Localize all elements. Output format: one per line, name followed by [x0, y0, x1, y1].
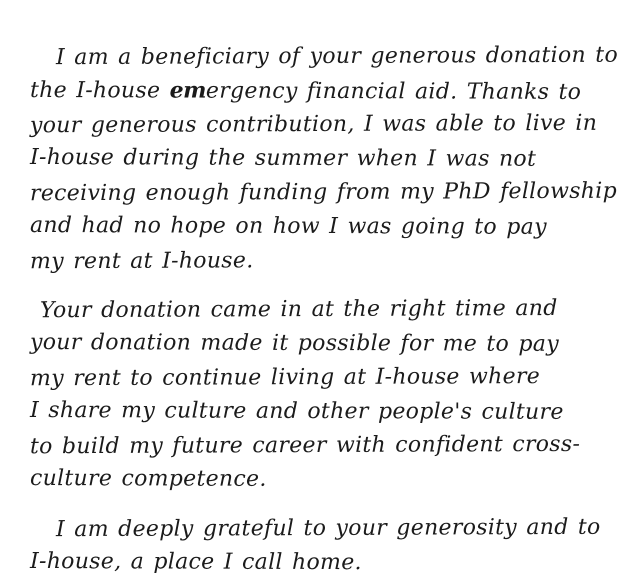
letter-paragraph-3 — [30, 512, 610, 580]
letter-line-segment: ergency financial aid. Thanks to — [205, 78, 582, 105]
letter-line: I-house during the summer when I was not — [29, 144, 537, 172]
letter-line: your donation made it possible for me to pay — [29, 329, 559, 357]
letter-paragraph-2 — [30, 293, 610, 497]
letter-line: your generous contribution, I was able to live in — [29, 110, 598, 139]
letter-line-segment: the I-house — [29, 77, 170, 104]
letter-paragraph-1 — [29, 40, 619, 278]
letter-line: I am deeply grateful to your generosity and to — [55, 514, 601, 543]
letter-line: my rent at I-house. — [29, 248, 254, 275]
letter-line: my rent to continue living at I-house where — [29, 364, 541, 392]
letter-line: Your donation came in at the right time and — [39, 295, 558, 324]
letter-line: I-house, a place I call home. — [29, 548, 362, 576]
letter-line: receiving enough funding from my PhD fellowship — [29, 178, 618, 207]
letter-line: and had no hope on how I was going to pay — [29, 212, 547, 240]
letter-line: to build my future career with confident cross- — [29, 431, 581, 460]
letter-line: I share my culture and other people's culture — [29, 397, 564, 425]
letter-line: I am a beneficiary of your generous donation to — [55, 42, 619, 71]
letter-line: culture competence. — [29, 465, 267, 492]
letter-line — [30, 73, 610, 109]
overwritten-text: em — [169, 77, 206, 104]
